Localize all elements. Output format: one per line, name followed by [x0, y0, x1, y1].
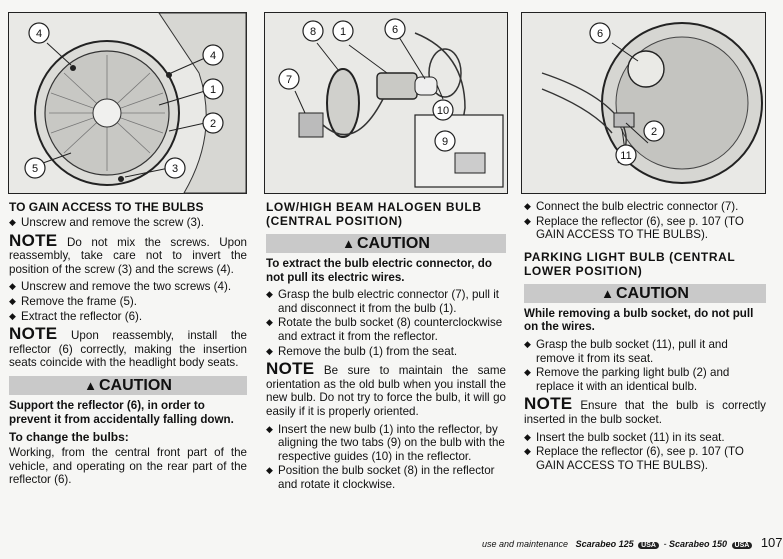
step-list [9, 280, 247, 323]
caution-text: To extract the bulb electric connector, do not pull its electric wires. [266, 257, 492, 284]
section-heading: PARKING LIGHT BULB (CENTRAL LOWER POSITION) [524, 249, 736, 278]
warning-triangle-icon: ▲ [601, 285, 614, 301]
section-heading: LOW/HIGH BEAM HALOGEN BULB (CENTRAL POSITION) [266, 200, 482, 228]
step-list [266, 423, 506, 492]
figure2-callout: 8 [309, 26, 317, 38]
warning-triangle-icon: ▲ [342, 236, 355, 251]
halogen-bulb-illustration [265, 13, 507, 193]
note-text: Be sure to maintain the same orientation as the old bulb when you install the new bulb. Do not try to force the bulb, it will go easily if it is properly oriented. [266, 364, 506, 418]
step-list [266, 288, 506, 358]
note-text: Upon reassembly, install the reflector (6) correctly, making the insertion seats coincide with the headlight body seats. [9, 329, 247, 370]
caution-text: While removing a bulb socket, do not pull on the wires. [524, 306, 754, 334]
note-keyword: NOTE [266, 359, 315, 379]
bullet-diamond-icon: ◆ [266, 423, 273, 434]
note-keyword: NOTE [524, 394, 573, 414]
step-item: ◆ Rotate the bulb socket (8) counterclockwise and extract it from the reflector. [266, 316, 503, 343]
figure2-callout: 9 [441, 136, 449, 148]
figure1-callout: 2 [209, 118, 217, 130]
step-item: ◆ Extract the reflector (6). [9, 309, 143, 323]
step-item: ◆ Unscrew and remove the screw (3). [9, 216, 204, 229]
column-access-bulbs [9, 200, 247, 491]
caution-banner: ▲ CAUTION [9, 376, 247, 395]
note [266, 359, 506, 418]
figure3-callout: 2 [650, 126, 658, 138]
note [9, 230, 247, 277]
column-parking-bulb [524, 200, 766, 476]
footer-section: use and maintenance [482, 539, 569, 549]
footer-model: Scarabeo 150 [668, 539, 727, 549]
parking-bulb-illustration [522, 13, 765, 193]
bullet-diamond-icon: ◆ [266, 345, 273, 356]
step-list [9, 216, 247, 230]
figure-headlight-front [8, 12, 247, 194]
figure1-callout: 5 [31, 163, 39, 175]
figure2-callout: 10 [436, 105, 450, 117]
bullet-diamond-icon: ◆ [266, 317, 273, 328]
step-item: ◆ Remove the parking light bulb (2) and replace it with an identical bulb. [524, 366, 730, 393]
bullet-diamond-icon: ◆ [9, 281, 16, 292]
figure3-callout: 6 [596, 28, 604, 40]
page-footer [482, 535, 783, 550]
bullet-diamond-icon: ◆ [524, 367, 531, 378]
step-item: ◆ Remove the bulb (1) from the seat. [266, 344, 458, 358]
section-heading: TO GAIN ACCESS TO THE BULBS [9, 200, 204, 214]
usa-badge: USA [638, 542, 659, 549]
column-halogen-bulb [266, 200, 506, 496]
bullet-diamond-icon: ◆ [266, 465, 273, 476]
step-item: ◆ Position the bulb socket (8) in the reflector and rotate it clockwise. [266, 464, 495, 491]
step-item: ◆ Replace the reflector (6), see p. 107 (TO GAIN ACCESS TO THE BULBS). [524, 214, 744, 242]
figure1-callout: 4 [209, 50, 217, 62]
bullet-diamond-icon: ◆ [524, 338, 531, 349]
bullet-diamond-icon: ◆ [524, 215, 531, 226]
paragraph: Working, from the central front part of the vehicle, and operating on the rear part of the reflector (6). [9, 446, 247, 487]
step-list [524, 200, 766, 242]
usa-badge: USA [732, 542, 753, 549]
footer-model: Scarabeo 125 [575, 539, 634, 549]
figure2-callout: 1 [339, 26, 347, 38]
step-item: ◆ Insert the new bulb (1) into the reflector, by aligning the two tabs (9) on the bulb with the respective guides (10) in the reflector. [266, 422, 505, 463]
figure-parking-bulb [521, 12, 766, 194]
figure3-callout: 11 [620, 150, 632, 162]
figure1-callout: 3 [171, 163, 179, 175]
caution-text: Support the reflector (6), in order to prevent it from accidentally falling down. [9, 398, 234, 426]
bullet-diamond-icon: ◆ [524, 446, 531, 457]
figure1-callout: 1 [209, 84, 217, 96]
caution-banner: ▲ CAUTION [266, 234, 506, 253]
step-item: ◆ Unscrew and remove the two screws (4). [9, 280, 232, 294]
note [524, 394, 766, 426]
step-list [524, 338, 766, 393]
step-item: ◆ Replace the reflector (6), see p. 107 (TO GAIN ACCESS TO THE BULBS). [524, 445, 744, 472]
subheading: To change the bulbs: [9, 430, 129, 445]
caution-banner: ▲ CAUTION [524, 284, 766, 303]
figure1-callout: 4 [35, 28, 43, 40]
step-list [524, 431, 766, 473]
bullet-diamond-icon: ◆ [524, 431, 531, 442]
figure2-callout: 7 [285, 74, 293, 86]
figure2-callout: 6 [391, 24, 399, 36]
warning-triangle-icon: ▲ [84, 377, 97, 393]
figure-halogen-bulb [264, 12, 508, 194]
step-item: ◆ Grasp the bulb electric connector (7), pull it and disconnect it from the bulb (1). [266, 288, 500, 315]
bullet-diamond-icon: ◆ [9, 295, 16, 306]
note [9, 324, 247, 370]
headlight-front-illustration [9, 13, 246, 193]
note-text: Ensure that the bulb is correctly inserted in the bulb socket. [524, 399, 766, 426]
page-number: 107 [760, 535, 783, 550]
note-text: Do not mix the screws. Upon reassembly, take care not to invert the position of the screw (3) and the screws (4). [9, 235, 247, 276]
footer-separator: - [663, 539, 667, 549]
bullet-diamond-icon: ◆ [9, 217, 16, 227]
step-item: ◆ Connect the bulb electric connector (7). [524, 200, 739, 213]
bullet-diamond-icon: ◆ [9, 310, 16, 321]
bullet-diamond-icon: ◆ [266, 289, 273, 300]
bullet-diamond-icon: ◆ [524, 201, 531, 211]
step-item: ◆ Grasp the bulb socket (11), pull it and remove it from its seat. [524, 337, 728, 365]
note-keyword: NOTE [9, 230, 58, 250]
step-item: ◆ Insert the bulb socket (11) in its seat. [524, 430, 725, 444]
step-item: ◆ Remove the frame (5). [9, 294, 137, 308]
note-keyword: NOTE [9, 324, 58, 344]
